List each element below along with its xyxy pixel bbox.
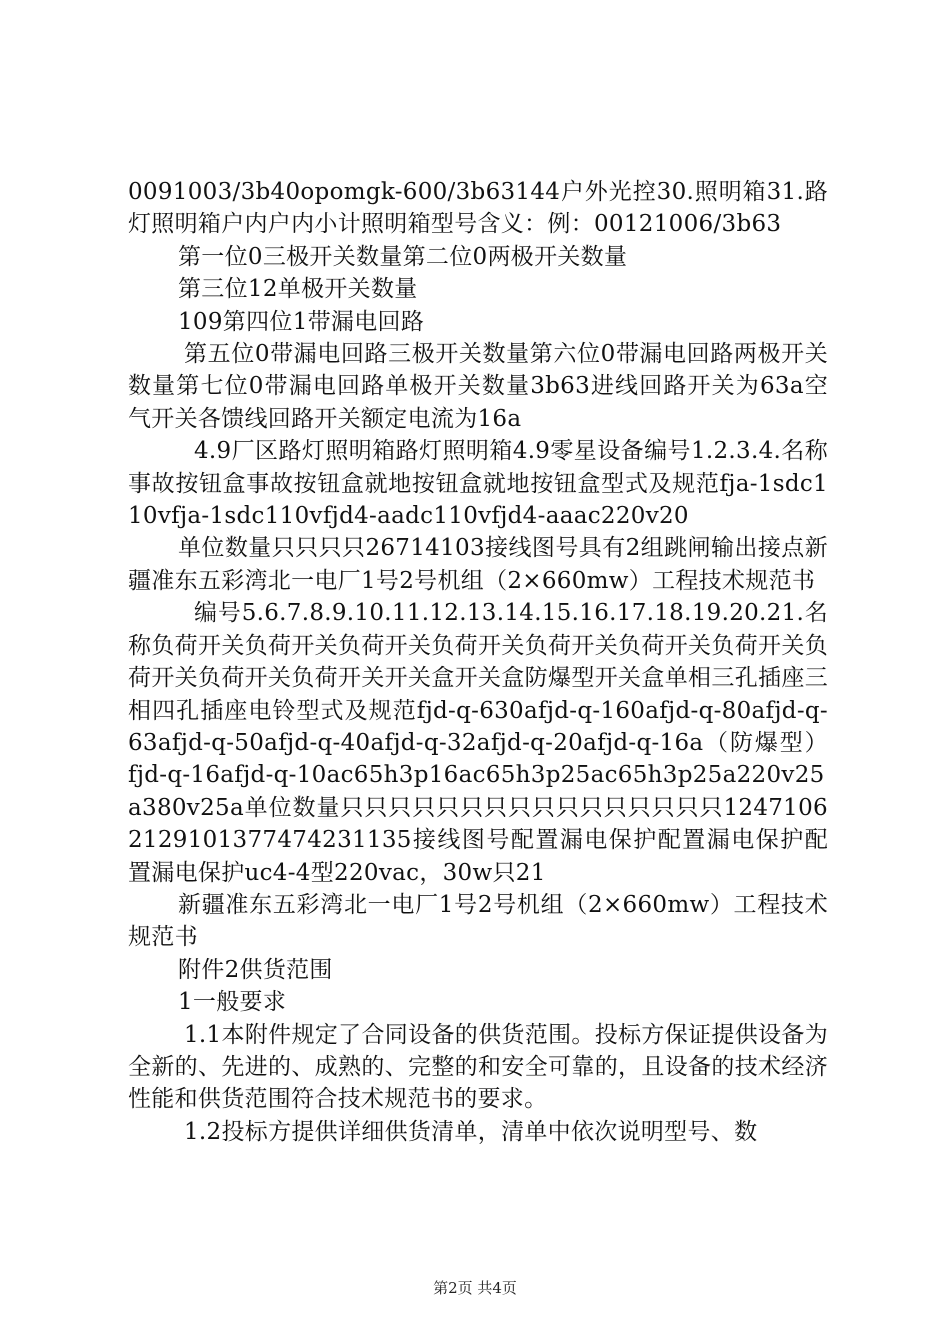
paragraph-project-title: 新疆准东五彩湾北一电厂1号2号机组（2×660mw）工程技术规范书 [128,891,828,951]
paragraph-numbering-list: 编号5.6.7.8.9.10.11.12.13.14.15.16.17.18.19.20.21.名称负荷开关负荷开关负荷开关负荷开关负荷开关负荷开关负荷开关负荷开关负荷开关负荷开关开关盒开关盒防爆型开关盒单相三孔插座三相四孔插座电铃型式及规范fjd-q-630afjd-q-160afjd-q-80afjd-q-63afjd-q-50afjd-q-40afjd-q-32afjd-q-20afjd-q-16a（防爆型）fjd-q-16afjd-q-10ac65h3p16ac65h3p25ac65h3p25a220v25a380v25a单位数量只只只只只只只只只只只只只只只只12471062129101377474231135接线图号配置漏电保护配置漏电保护配置漏电保护uc4-4型220vac，30w只21 [128,600,828,886]
paragraph-third-digit: 第三位12单极开关数量 [178,276,418,303]
paragraph-first-digit: 第一位0三极开关数量第二位0两极开关数量 [178,243,628,270]
paragraph-section-4-9: 4.9厂区路灯照明箱路灯照明箱4.9零星设备编号1.2.3.4.名称事故按钮盒事故按钮盒就地按钮盒就地按钮盒型式及规范fja-1sdc110vfja-1sdc110vfjd4-aadc110vfjd4-aaac220v20 [128,438,828,530]
paragraph-general-requirements: 1一般要求 [178,989,287,1016]
paragraph-fourth-digit: 109第四位1带漏电回路 [178,308,425,335]
document-body [128,176,828,1148]
paragraph-fifth-digit: 第五位0带漏电回路三极开关数量第六位0带漏电回路两极开关数量第七位0带漏电回路单极开关数量3b63进线回路开关为63a空气开关各馈线回路开关额定电流为16a [128,341,828,432]
paragraph-attachment-2: 附件2供货范围 [178,956,333,983]
page-footer: 第2页 共4页 [433,1279,517,1297]
paragraph-1-2: 1.2投标方提供详细供货清单，清单中依次说明型号、数 [184,1118,758,1145]
paragraph-1-1: 1.1本附件规定了合同设备的供货范围。投标方保证提供设备为全新的、先进的、成熟的、完整的和安全可靠的，且设备的技术经济性能和供货范围符合技术规范书的要求。 [128,1021,828,1113]
paragraph-unit-quantity: 单位数量只只只只26714103接线图号具有2组跳闸输出接点新疆准东五彩湾北一电厂1号2号机组（2×660mw）工程技术规范书 [128,535,828,594]
paragraph-intro: 0091003/3b40opomgk-600/3b63144户外光控30.照明箱31.路灯照明箱户内户内小计照明箱型号含义：例：00121006/3b63 [128,179,828,238]
